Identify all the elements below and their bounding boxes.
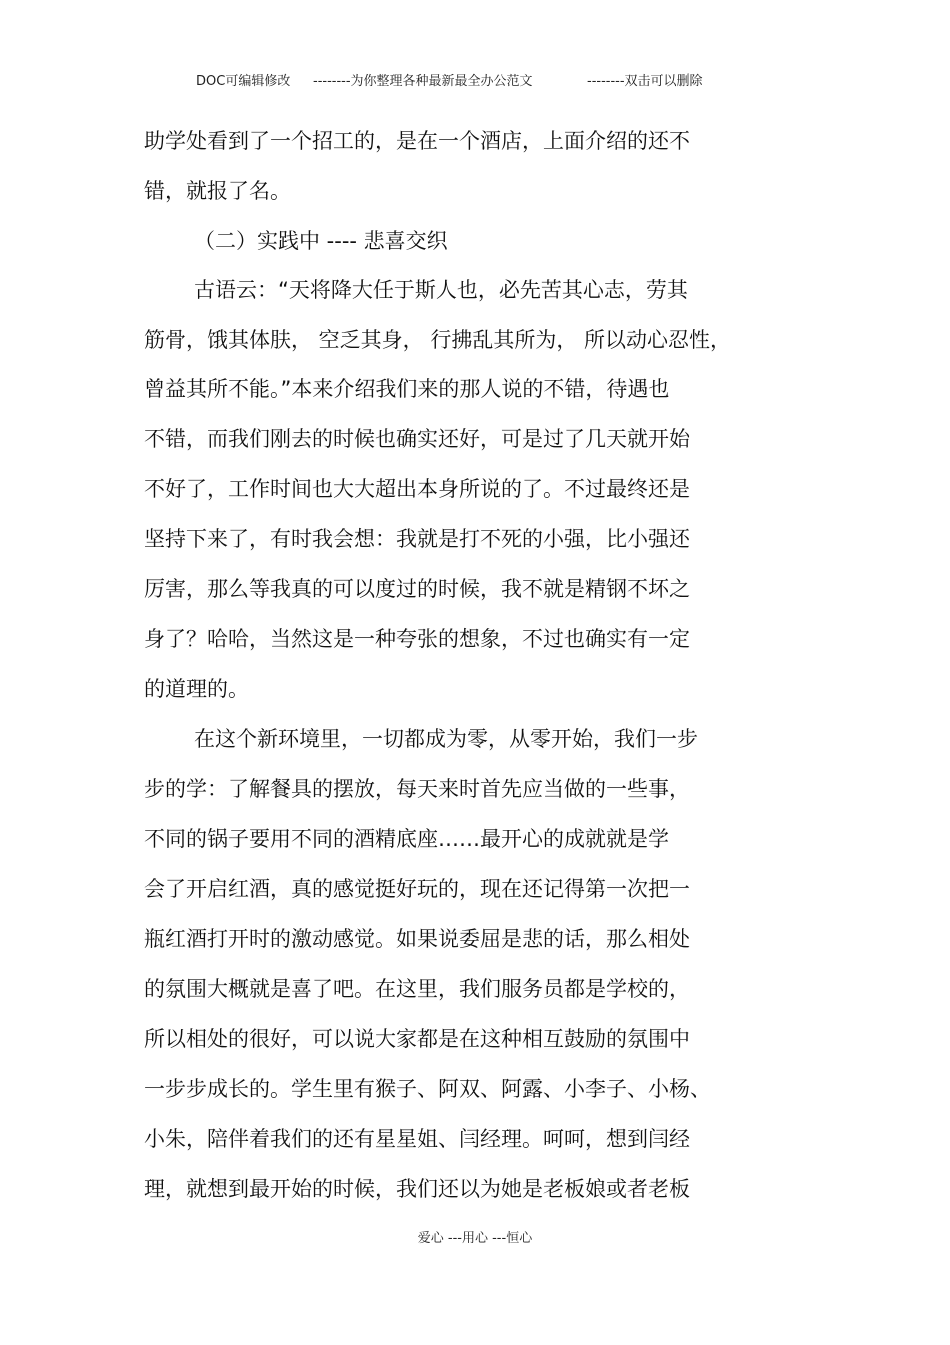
text-line: 错，就报了名。 bbox=[144, 179, 291, 203]
section-heading: （二）实践中 ---- 悲喜交织 bbox=[194, 229, 448, 253]
text-line: 坚持下来了，有时我会想：我就是打不死的小强，比小强还 bbox=[144, 527, 690, 551]
page-footer: 爱心 ---用心 ---恒心 bbox=[417, 1231, 533, 1246]
header-left-text: DOC可编辑修改 bbox=[196, 74, 291, 89]
text-line: 不好了，工作时间也大大超出本身所说的了。不过最终还是 bbox=[144, 477, 690, 501]
text-line: 理，就想到最开始的时候，我们还以为她是老板娘或者老板 bbox=[144, 1177, 690, 1201]
text-line: 筋骨，饿其体肤， 空乏其身， 行拂乱其所为， 所以动心忍性， bbox=[144, 328, 732, 352]
text-line: 瓶红酒打开时的激动感觉。如果说委屈是悲的话，那么相处 bbox=[144, 927, 690, 951]
text-line: 不同的锅子要用不同的酒精底座……最开心的成就就是学 bbox=[144, 827, 669, 851]
text-line: 小朱，陪伴着我们的还有星星姐、闫经理。呵呵，想到闫经 bbox=[144, 1127, 690, 1151]
text-line: 不错，而我们刚去的时候也确实还好，可是过了几天就开始 bbox=[144, 427, 690, 451]
text-line: 在这个新环境里，一切都成为零，从零开始，我们一步 bbox=[194, 727, 698, 751]
text-line: 的道理的。 bbox=[144, 677, 249, 701]
text-line: 曾益其所不能。”本来介绍我们来的那人说的不错，待遇也 bbox=[144, 377, 670, 401]
header-middle-text: --------为你整理各种最新最全办公范文 bbox=[313, 74, 533, 89]
header-right-text: --------双击可以删除 bbox=[587, 74, 703, 89]
text-line: 厉害，那么等我真的可以度过的时候，我不就是精钢不坏之 bbox=[144, 577, 690, 601]
text-line: 身了？哈哈，当然这是一种夸张的想象，不过也确实有一定 bbox=[144, 627, 690, 651]
text-line: 会了开启红酒，真的感觉挺好玩的，现在还记得第一次把一 bbox=[144, 877, 690, 901]
text-line: 古语云：“天将降大任于斯人也，必先苦其心志，劳其 bbox=[194, 278, 688, 302]
text-line: 助学处看到了一个招工的，是在一个酒店，上面介绍的还不 bbox=[144, 129, 690, 153]
text-line: 一步步成长的。学生里有猴子、阿双、阿露、小李子、小杨、 bbox=[144, 1077, 711, 1101]
text-line: 所以相处的很好，可以说大家都是在这种相互鼓励的氛围中 bbox=[144, 1027, 690, 1051]
text-line: 步的学：了解餐具的摆放，每天来时首先应当做的一些事， bbox=[144, 777, 690, 801]
text-line: 的氛围大概就是喜了吧。在这里，我们服务员都是学校的， bbox=[144, 977, 690, 1001]
